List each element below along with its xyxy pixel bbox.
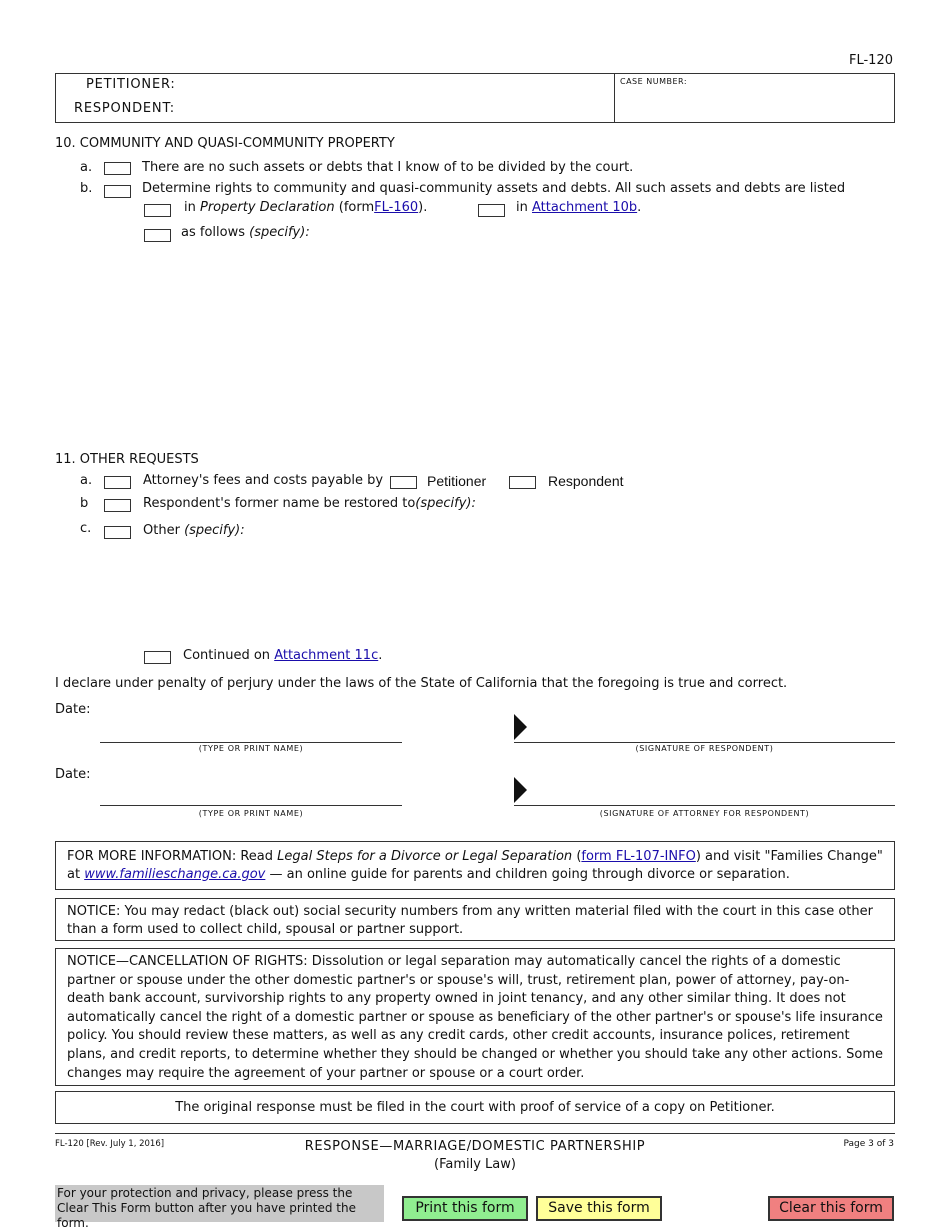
signature-arrow-icon — [514, 777, 527, 803]
item-11c-text-line — [143, 523, 245, 538]
form-subtitle: (Family Law) — [434, 1157, 516, 1172]
checkbox-11c[interactable] — [104, 526, 131, 539]
checkbox-10b[interactable] — [104, 185, 131, 198]
info-mid-text: ) and visit "Families Change" — [695, 849, 883, 864]
cancellation-box — [55, 948, 895, 1086]
close-paren: ). — [418, 200, 428, 215]
attachment-10b-link[interactable]: Attachment 10b — [532, 200, 638, 215]
notice-box — [55, 898, 895, 941]
section-11c-specify-area[interactable] — [142, 542, 892, 642]
checkbox-10b-as-follows[interactable] — [144, 229, 171, 242]
fl160-link[interactable]: FL-160 — [374, 200, 419, 215]
original-response-box — [55, 1091, 895, 1124]
info-at-text: at — [67, 866, 81, 882]
checkbox-11b[interactable] — [104, 499, 131, 512]
caption-divider — [614, 74, 615, 122]
caption-box — [55, 73, 895, 123]
date-label-2: Date: — [55, 767, 91, 782]
checkbox-10a[interactable] — [104, 162, 131, 175]
clear-form-button[interactable]: Clear this form — [768, 1196, 894, 1221]
petitioner-label: PETITIONER: — [86, 77, 176, 92]
form-title: RESPONSE—MARRIAGE/DOMESTIC PARTNERSHIP — [304, 1139, 646, 1154]
signature-arrow-icon — [514, 714, 527, 740]
checkbox-10b-attachment[interactable] — [478, 204, 505, 217]
section-11-title: 11. OTHER REQUESTS — [55, 452, 199, 467]
section-10-specify-area[interactable] — [180, 245, 892, 445]
save-form-button[interactable]: Save this form — [536, 1196, 662, 1221]
property-declaration-title: Property Declaration — [200, 200, 335, 215]
print-name-caption-2: (TYPE OR PRINT NAME) — [198, 809, 304, 818]
print-name-line-1 — [100, 742, 402, 743]
item-11b-text: Respondent's former name be restored to — [143, 496, 416, 511]
item-10b-attachment-line — [516, 200, 641, 215]
in-prefix: in — [184, 200, 196, 215]
section-10-title: 10. COMMUNITY AND QUASI-COMMUNITY PROPERTY — [55, 136, 395, 151]
case-number-label: CASE NUMBER: — [620, 77, 688, 86]
item-11a-marker: a. — [80, 473, 93, 488]
date-field-2[interactable] — [95, 765, 395, 783]
item-11c-specify: (specify): — [184, 523, 245, 538]
as-follows-specify: (specify): — [249, 225, 310, 240]
checkbox-11a[interactable] — [104, 476, 131, 489]
print-name-field-1[interactable] — [100, 723, 400, 741]
info-open-paren: ( — [576, 849, 582, 864]
item-11b-specify: (specify): — [415, 496, 476, 511]
info-title: Legal Steps for a Divorce or Legal Separation — [277, 849, 573, 864]
former-name-field[interactable] — [460, 494, 892, 514]
item-10b-property-line — [184, 200, 427, 215]
info-label: FOR MORE INFORMATION: Read — [67, 849, 274, 864]
attachment-10b-period: . — [637, 200, 642, 215]
print-name-field-2[interactable] — [100, 786, 400, 804]
original-response-text: The original response must be filed in the court with proof of service of a copy on Petitioner. — [175, 1100, 775, 1115]
cancellation-text: NOTICE—CANCELLATION OF RIGHTS: Dissolution or legal separation may automatically cancel the rights of a domestic partner or spouse under the other domestic partner's or spouse's will, trust, retirement plan, power of attorney, pay-on-death bank account, survivorship rights to any property owned in joint tenancy, and any other similar thing. It does not automatically cancel the right of a domestic partner or spouse as beneficiary of the other partner's or spouse's life insurance policy. You should review these matters, as well as any credit cards, other credit accounts, insurance polices, retirement plans, and credit reports, to determine whether they should be changed or whether you should take any other actions. Some changes may require the agreement of your partner or spouse or a court order. — [67, 954, 883, 1081]
signature-attorney-caption: (SIGNATURE OF ATTORNEY FOR RESPONDENT) — [599, 809, 810, 818]
as-follows-text: as follows — [181, 225, 245, 240]
families-change-link[interactable]: www.familieschange.ca.gov — [84, 866, 266, 882]
signature-line-attorney — [514, 805, 895, 806]
signature-line-respondent — [514, 742, 895, 743]
attachment-11c-period: . — [378, 648, 383, 663]
checkbox-11a-petitioner[interactable] — [390, 476, 417, 489]
respondent-label: RESPONDENT: — [74, 101, 175, 116]
in-label: in — [516, 200, 528, 215]
form-revision: FL-120 [Rev. July 1, 2016] — [55, 1139, 165, 1149]
declaration-text: I declare under penalty of perjury under the laws of the State of California that the foregoing is true and correct. — [55, 676, 788, 691]
checkbox-10b-property-declaration[interactable] — [144, 204, 171, 217]
item-11c-marker: c. — [80, 521, 92, 536]
item-10b-as-follows — [181, 225, 310, 240]
privacy-note: For your protection and privacy, please press the Clear This Form button after you have printed the form. — [55, 1185, 384, 1222]
continued-line — [183, 648, 382, 663]
fl107-info-link[interactable]: form FL-107-INFO — [581, 849, 696, 864]
checkbox-continued-11c[interactable] — [144, 651, 171, 664]
item-11b-marker: b — [80, 496, 89, 511]
info-tail-text: — an online guide for parents and children going through divorce or separation. — [269, 866, 790, 882]
item-10a-text: There are no such assets or debts that I know of to be divided by the court. — [142, 160, 634, 175]
attachment-11c-link[interactable]: Attachment 11c — [274, 648, 379, 663]
checkbox-11a-respondent[interactable] — [509, 476, 536, 489]
item-10b-text: Determine rights to community and quasi-community assets and debts. All such assets and debts are listed — [142, 181, 846, 196]
print-name-line-2 — [100, 805, 402, 806]
print-form-button[interactable]: Print this form — [402, 1196, 528, 1221]
more-information-box — [55, 841, 895, 890]
form-code: FL-120 — [849, 53, 893, 68]
respondent-option: Respondent — [548, 473, 624, 489]
petitioner-option: Petitioner — [427, 473, 487, 489]
item-11b-text-line — [143, 496, 476, 511]
item-10a-marker: a. — [80, 160, 93, 175]
page-number: Page 3 of 3 — [843, 1139, 894, 1149]
date-field-1[interactable] — [95, 700, 395, 718]
print-name-caption-1: (TYPE OR PRINT NAME) — [198, 744, 304, 753]
item-11a-text: Attorney's fees and costs payable by — [143, 473, 384, 488]
signature-respondent-caption: (SIGNATURE OF RESPONDENT) — [635, 744, 774, 753]
continued-text: Continued on — [183, 648, 271, 663]
item-10b-marker: b. — [80, 181, 93, 196]
footer-rule — [55, 1133, 895, 1134]
item-11c-text: Other — [143, 523, 180, 538]
form-prefix: (form — [338, 200, 375, 215]
date-label-1: Date: — [55, 702, 91, 717]
notice-text: NOTICE: You may redact (black out) social security numbers from any written material filed with the court in this case other than a form used to collect child, spousal or partner support. — [67, 904, 873, 937]
